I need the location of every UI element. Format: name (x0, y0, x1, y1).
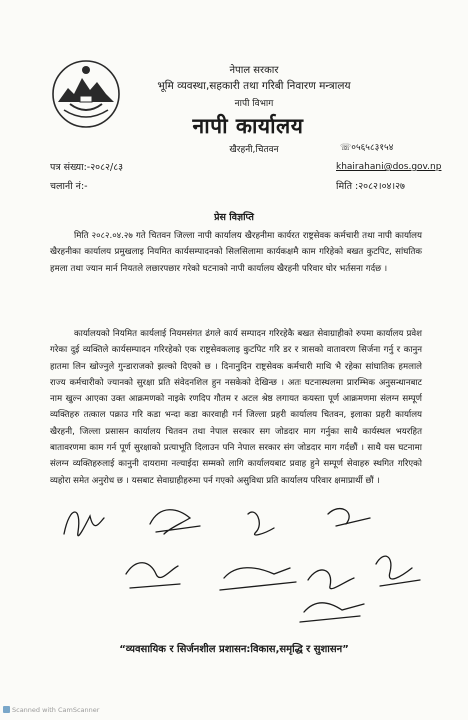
letter-number: पत्र संख्या:-२०८२/८३ (50, 162, 124, 173)
ministry-name: भूमि व्यवस्था,सहकारी तथा गरिबी निवारण मन्त्रालय (157, 80, 351, 92)
scanner-watermark (3, 706, 99, 714)
scanner-label: Scanned with CamScanner (12, 706, 100, 714)
letter-date: मिति :२०८२।०४।२७ (336, 181, 405, 192)
notice-heading: प्रेस विज्ञप्ति (214, 212, 254, 223)
notice-paragraph-1: मिति २०८२.०४.२७ गते चितवन जिल्ला नापी कार्यालय खैरहनीमा कार्यरत राष्ट्रसेवक कर्मचारी तथा नापी कार्यालय खैरहनीका कार्यालय प्रमुखलाइ नियमित कार्यसम्पादनको सिलसिलामा कार्यकक्षमै काम गरिहेको बखत कुटपिट, सांघतिक हमला तथा ज्यान मार्न नियतले लछारपछार गरेको घटनाको नापी कार्यालय खैरहनी परिवार घोर भर्तसना गर्दछ । (50, 231, 422, 274)
signature-8 (376, 556, 420, 586)
slogan: “व्यवसायिक र सिर्जनशील प्रशासन:विकास,समृद्धि र सुशासन” (119, 644, 349, 655)
phone-value: ०५६५८३१५४ (351, 143, 394, 153)
signature-2 (150, 510, 200, 534)
phone-number (340, 140, 393, 153)
notice-paragraph-2: कार्यालयको नियमित कार्यलाई नियमसंगत ढंगले कार्य सम्पादन गरिरहेकै बखत सेवाग्राहीको रुपमा कार्यालय प्रवेश गरेका दुई व्यक्तिले कार्यसम्पादन गरिरहेको एक राष्ट्रसेवकलाइ कुटपिट गरि डर र त्रासको वातावरण सिर्जना गर्नु र कानुन हातमा लिन खोज्नुले गुन्डाराजको झल्को दिएको छ । दिनानुदिन राष्ट्रसेवक कर्मचारी माथि भै रहेका सांघातिक हमलाले राज्य कर्मचारीको ज्यानको सुरक्षा प्रति संवेदनशिल हुन नसकेको देखिन्छ । अतः घटनास्थलमा प्रारम्भिक अनुसन्धानबाट नाम खुल्न आएका उक्त आक्रमणको नाइके रणदिप गौतम र अटल श्रेष्ठ लगायत कयस्ता पूर्ण आक्रमणमा संलग्न सम्पूर्ण व्यक्तिहरु तत्काल पक्राउ गरि कडा भन्दा कडा कारवाही गर्न जिल्ला प्रहरी कार्यालय चितवन, इलाका प्रहरी कार्यालय खैरहनी, जिल्ला प्रसासन कार्यालय चितवन तथा नेपाल सरकार सग जोडदार माग गर्नुका साथै कार्यस्थल भयरहित बातावरणमा काम गर्न पूर्ण सुरक्षाको प्रत्याभूति दिलाउन पनि नेपाल सरकार संग जोडदार माग गर्दछौं । साथै यस घटनामा संलग्न व्यक्तिहरुलाई कानुनी दायरामा नल्याईदा सम्मको लागि कार्यालयबाट प्रवाह हुने सम्पूर्ण सेवाहरु स्थगित गरिएको व्यहोरा समेत अनुरोध छ । यसबाट सेवाग्राहीहरुमा पर्न गएको असुविधा प्रति कार्यालय परिवार क्षमाप्रार्थी छौं । (50, 329, 422, 486)
email-address[interactable]: khairahani@dos.gov.np (336, 162, 442, 172)
camscanner-logo-icon (3, 706, 10, 713)
handwritten-signatures (60, 494, 440, 634)
government-name: नेपाल सरकार (229, 65, 279, 76)
signature-4 (328, 509, 370, 526)
signature-1 (64, 512, 104, 536)
signature-6 (220, 568, 296, 590)
signature-3 (248, 512, 274, 535)
office-address: खैरहनी,चितवन (229, 145, 279, 155)
dispatch-number: चलानी नं:- (50, 181, 88, 192)
signature-5 (126, 563, 180, 588)
telephone-icon: ☏ (340, 143, 352, 153)
department-name: नापी विभाग (234, 99, 274, 109)
office-title: नापी कार्यालय (192, 114, 304, 138)
signature-9 (300, 603, 364, 622)
signature-7 (308, 570, 354, 589)
